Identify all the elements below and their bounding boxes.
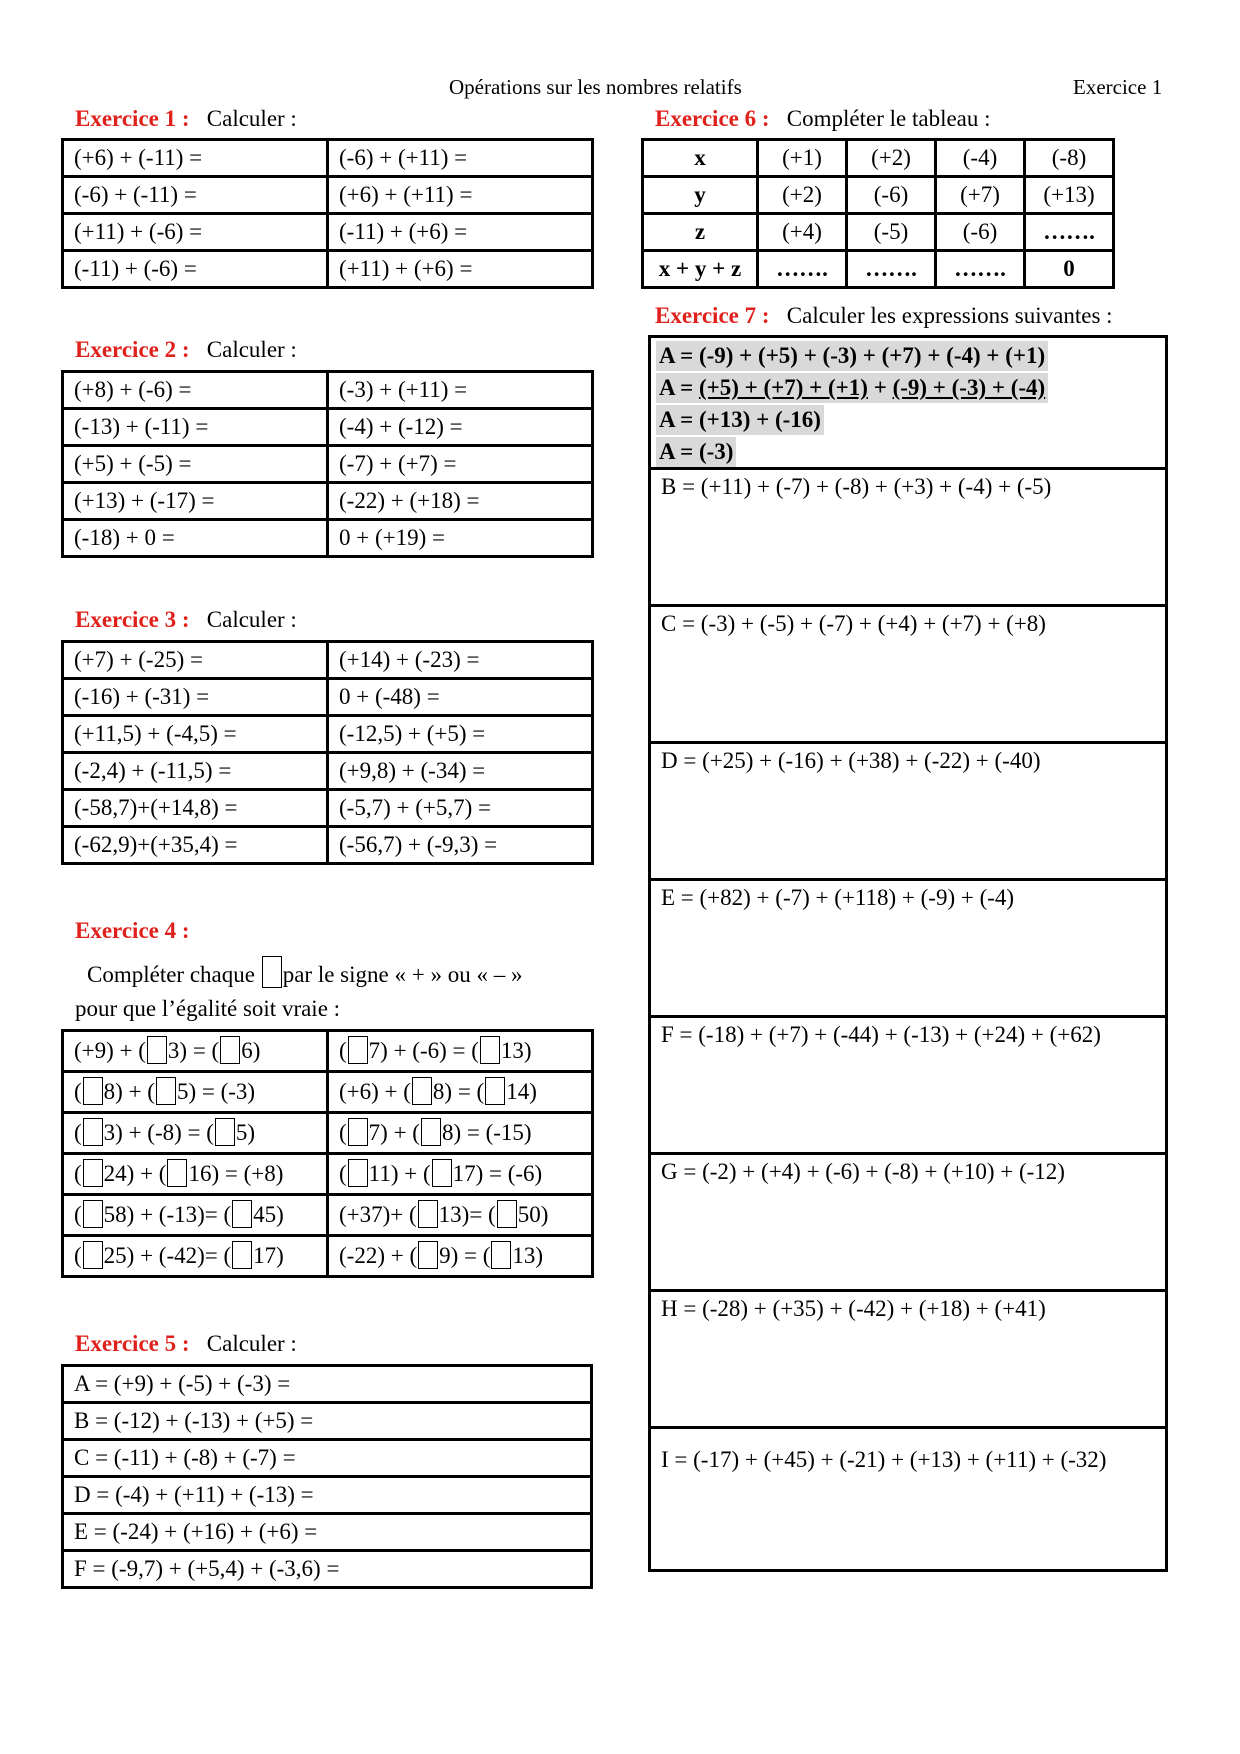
ex6-table bbox=[641, 138, 1115, 289]
value-cell: (+1) bbox=[758, 140, 847, 177]
value-cell: (+7) bbox=[936, 177, 1025, 214]
ex4-instruction-1 bbox=[87, 956, 522, 988]
table-row bbox=[63, 1072, 593, 1113]
expression-cell: (-6) + (+11) = bbox=[328, 140, 593, 177]
example-line-3: A = (+13) + (-16) bbox=[656, 405, 824, 435]
equation-part: ( bbox=[74, 1120, 82, 1145]
ex1-label: Exercice 1 : bbox=[75, 106, 190, 131]
expression-cell: (-2,4) + (-11,5) = bbox=[63, 753, 328, 790]
expression-cell: (+5) + (-5) = bbox=[63, 446, 328, 483]
sign-box bbox=[418, 1241, 438, 1269]
equation-cell bbox=[328, 1236, 593, 1277]
example-line-1: A = (-9) + (+5) + (-3) + (+7) + (-4) + (+1) bbox=[656, 341, 1048, 371]
expression-cell: (-11) + (+6) = bbox=[328, 214, 593, 251]
sign-box bbox=[348, 1159, 368, 1187]
value-cell: (+4) bbox=[758, 214, 847, 251]
sign-box bbox=[147, 1036, 167, 1064]
equation-part: 24) + ( bbox=[103, 1161, 167, 1186]
ex2-instruction: Calculer : bbox=[206, 337, 297, 362]
equation-part: ( bbox=[74, 1243, 82, 1268]
ex6-instruction: Compléter le tableau : bbox=[786, 106, 991, 131]
table-row bbox=[63, 679, 593, 716]
equation-part: 58) + (-13)= ( bbox=[103, 1202, 232, 1227]
value-cell: (-6) bbox=[847, 177, 936, 214]
table-row bbox=[63, 409, 593, 446]
expression-cell: (-5,7) + (+5,7) = bbox=[328, 790, 593, 827]
value-cell: (-4) bbox=[936, 140, 1025, 177]
ex6-body bbox=[643, 140, 1114, 288]
sign-box bbox=[83, 1159, 103, 1187]
ex4-table bbox=[61, 1029, 594, 1278]
ex4-heading bbox=[75, 918, 190, 944]
sign-box bbox=[432, 1159, 452, 1187]
equation-part: 25) + (-42)= ( bbox=[103, 1243, 232, 1268]
expression-cell: B = (-12) + (-13) + (+5) = bbox=[63, 1403, 592, 1440]
sign-box bbox=[497, 1200, 517, 1228]
expression-cell: (-56,7) + (-9,3) = bbox=[328, 827, 593, 864]
table-row bbox=[63, 642, 593, 679]
equation-part: ( bbox=[339, 1161, 347, 1186]
sign-box bbox=[83, 1118, 103, 1146]
value-cell: (+13) bbox=[1025, 177, 1114, 214]
ex1-instruction: Calculer : bbox=[206, 106, 297, 131]
expression-cell: (-11) + (-6) = bbox=[63, 251, 328, 288]
equation-part: 8) = ( bbox=[432, 1079, 485, 1104]
equation-cell bbox=[328, 1113, 593, 1154]
ex7-label: Exercice 7 : bbox=[655, 303, 770, 328]
table-row bbox=[63, 790, 593, 827]
equation-part: 7) + (-6) = ( bbox=[368, 1038, 479, 1063]
table-row bbox=[63, 753, 593, 790]
equation-part: 9) = ( bbox=[439, 1243, 491, 1268]
expression-cell: (-3) + (+11) = bbox=[328, 372, 593, 409]
equation-part: 5) bbox=[235, 1120, 256, 1145]
table-row bbox=[63, 1514, 592, 1551]
value-cell: (+2) bbox=[847, 140, 936, 177]
equation-cell bbox=[328, 1072, 593, 1113]
table-row bbox=[63, 1195, 593, 1236]
equation-part: 50) bbox=[517, 1202, 549, 1227]
sign-box bbox=[232, 1241, 252, 1269]
example-group-negative: (-9) + (-3) + (-4) bbox=[892, 375, 1046, 400]
expression-cell: 0 + (+19) = bbox=[328, 520, 593, 557]
expression-cell: (+6) + (+11) = bbox=[328, 177, 593, 214]
table-row bbox=[63, 483, 593, 520]
expression-cell: (+9,8) + (-34) = bbox=[328, 753, 593, 790]
expression-cell: C = (-3) + (-5) + (-7) + (+4) + (+7) + (+8) bbox=[651, 607, 1165, 744]
equation-part: ( bbox=[339, 1120, 347, 1145]
sign-box bbox=[348, 1036, 368, 1064]
table-row bbox=[63, 1031, 593, 1072]
expression-cell: F = (-18) + (+7) + (-44) + (-13) + (+24) + (+62) bbox=[651, 1018, 1165, 1155]
equation-part: ( bbox=[339, 1038, 347, 1063]
sign-box bbox=[232, 1200, 252, 1228]
table-row bbox=[63, 1551, 592, 1588]
equation-cell bbox=[63, 1195, 328, 1236]
expression-cell: (-4) + (-12) = bbox=[328, 409, 593, 446]
table-row bbox=[63, 372, 593, 409]
expression-cell: (-62,9)+(+35,4) = bbox=[63, 827, 328, 864]
table-row bbox=[643, 177, 1114, 214]
ex7-grid bbox=[648, 335, 1168, 1572]
ex6-heading bbox=[655, 106, 991, 132]
expression-cell: (+6) + (-11) = bbox=[63, 140, 328, 177]
sign-box bbox=[83, 1077, 103, 1105]
expression-cell: (-7) + (+7) = bbox=[328, 446, 593, 483]
sign-box bbox=[348, 1118, 368, 1146]
answer-box bbox=[262, 956, 282, 988]
table-row bbox=[643, 251, 1114, 288]
value-cell: ……. bbox=[758, 251, 847, 288]
equation-part: 6) bbox=[241, 1038, 261, 1063]
expression-cell: (+8) + (-6) = bbox=[63, 372, 328, 409]
sign-box bbox=[167, 1159, 187, 1187]
ex2-heading bbox=[75, 337, 297, 363]
expression-cell: D = (-4) + (+11) + (-13) = bbox=[63, 1477, 592, 1514]
row-header: x + y + z bbox=[643, 251, 758, 288]
ex4-instr1b: par le signe « + » ou « – » bbox=[282, 962, 523, 987]
equation-part: 8) = (-15) bbox=[441, 1120, 532, 1145]
expression-cell: (-16) + (-31) = bbox=[63, 679, 328, 716]
equation-part: 3) = ( bbox=[167, 1038, 220, 1063]
example-line-4: A = (-3) bbox=[656, 437, 736, 467]
value-cell: (-5) bbox=[847, 214, 936, 251]
ex1-table bbox=[61, 138, 594, 289]
table-row bbox=[63, 1477, 592, 1514]
equation-part: ( bbox=[74, 1202, 82, 1227]
equation-part: 45) bbox=[253, 1202, 284, 1227]
expression-cell: 0 + (-48) = bbox=[328, 679, 593, 716]
equation-part: 3) + (-8) = ( bbox=[103, 1120, 214, 1145]
expression-cell: (+11,5) + (-4,5) = bbox=[63, 716, 328, 753]
ex2-label: Exercice 2 : bbox=[75, 337, 190, 362]
equation-part: (-22) + ( bbox=[339, 1243, 418, 1268]
equation-cell bbox=[63, 1031, 328, 1072]
ex3-table bbox=[61, 640, 594, 865]
ex7-instruction: Calculer les expressions suivantes : bbox=[786, 303, 1113, 328]
ex5-heading bbox=[75, 1331, 297, 1357]
equation-cell bbox=[63, 1113, 328, 1154]
equation-cell bbox=[328, 1154, 593, 1195]
expression-cell: (-58,7)+(+14,8) = bbox=[63, 790, 328, 827]
table-row bbox=[643, 140, 1114, 177]
expression-cell: (-22) + (+18) = bbox=[328, 483, 593, 520]
example-line-2-prefix: A = bbox=[659, 375, 699, 400]
expression-cell: (+7) + (-25) = bbox=[63, 642, 328, 679]
sign-box bbox=[480, 1036, 500, 1064]
equation-part: ( bbox=[74, 1161, 82, 1186]
sign-box bbox=[412, 1077, 432, 1105]
equation-part: ( bbox=[74, 1079, 82, 1104]
ex1-heading bbox=[75, 106, 297, 132]
sign-box bbox=[491, 1241, 511, 1269]
equation-part: (+9) + ( bbox=[74, 1038, 146, 1063]
page-label: Exercice 1 bbox=[1073, 75, 1163, 99]
ex4-instruction-2: pour que l’égalité soit vraie : bbox=[75, 996, 341, 1021]
value-cell: (-8) bbox=[1025, 140, 1114, 177]
sign-box bbox=[215, 1118, 235, 1146]
table-row bbox=[63, 1366, 592, 1403]
expression-cell: A = (+9) + (-5) + (-3) = bbox=[63, 1366, 592, 1403]
table-row bbox=[63, 140, 593, 177]
ex4-label: Exercice 4 : bbox=[75, 918, 190, 943]
equation-part: 8) + ( bbox=[103, 1079, 155, 1104]
expression-cell: (+11) + (+6) = bbox=[328, 251, 593, 288]
sign-box bbox=[220, 1036, 240, 1064]
expression-cell: (+11) + (-6) = bbox=[63, 214, 328, 251]
ex2-table bbox=[61, 370, 594, 558]
value-cell: ……. bbox=[936, 251, 1025, 288]
row-header: z bbox=[643, 214, 758, 251]
expression-cell: (-18) + 0 = bbox=[63, 520, 328, 557]
ex4-instr1a: Compléter chaque bbox=[87, 962, 255, 987]
ex3-body bbox=[63, 642, 593, 864]
value-cell: ……. bbox=[847, 251, 936, 288]
value-cell: ……. bbox=[1025, 214, 1114, 251]
equation-cell bbox=[63, 1236, 328, 1277]
expression-cell: (-6) + (-11) = bbox=[63, 177, 328, 214]
table-row bbox=[63, 716, 593, 753]
equation-part: 13)= ( bbox=[438, 1202, 496, 1227]
equation-part: 5) = (-3) bbox=[176, 1079, 256, 1104]
table-row bbox=[63, 1113, 593, 1154]
value-cell: (-6) bbox=[936, 214, 1025, 251]
ex6-label: Exercice 6 : bbox=[655, 106, 770, 131]
expression-cell: (-12,5) + (+5) = bbox=[328, 716, 593, 753]
sign-box bbox=[421, 1118, 441, 1146]
example-group-positive: (+5) + (+7) + (+1) bbox=[698, 375, 868, 400]
equation-part: 17) = (-6) bbox=[452, 1161, 543, 1186]
expression-cell: G = (-2) + (+4) + (-6) + (-8) + (+10) + (-12) bbox=[651, 1155, 1165, 1292]
table-row bbox=[63, 1236, 593, 1277]
equation-cell bbox=[63, 1072, 328, 1113]
row-header: y bbox=[643, 177, 758, 214]
value-cell: 0 bbox=[1025, 251, 1114, 288]
expression-cell: H = (-28) + (+35) + (-42) + (+18) + (+41) bbox=[651, 1292, 1165, 1429]
table-row bbox=[63, 827, 593, 864]
page-title: Opérations sur les nombres relatifs bbox=[449, 75, 742, 99]
expression-cell: B = (+11) + (-7) + (-8) + (+3) + (-4) + (-5) bbox=[651, 470, 1165, 607]
sign-box bbox=[156, 1077, 176, 1105]
example-line-2-plus: + bbox=[867, 375, 893, 400]
ex3-label: Exercice 3 : bbox=[75, 607, 190, 632]
table-row bbox=[643, 214, 1114, 251]
equation-part: 11) + ( bbox=[368, 1161, 431, 1186]
sign-box bbox=[485, 1077, 505, 1105]
ex7-expressions bbox=[651, 470, 1165, 1569]
ex5-label: Exercice 5 : bbox=[75, 1331, 190, 1356]
sign-box bbox=[83, 1200, 103, 1228]
table-row bbox=[63, 251, 593, 288]
row-header: x bbox=[643, 140, 758, 177]
equation-cell bbox=[63, 1154, 328, 1195]
expression-cell: C = (-11) + (-8) + (-7) = bbox=[63, 1440, 592, 1477]
expression-cell: E = (-24) + (+16) + (+6) = bbox=[63, 1514, 592, 1551]
equation-cell bbox=[328, 1195, 593, 1236]
ex5-instruction: Calculer : bbox=[206, 1331, 297, 1356]
sign-box bbox=[418, 1200, 438, 1228]
equation-part: 13) bbox=[500, 1038, 532, 1063]
expression-cell: E = (+82) + (-7) + (+118) + (-9) + (-4) bbox=[651, 881, 1165, 1018]
expression-cell: (-13) + (-11) = bbox=[63, 409, 328, 446]
equation-part: (+37)+ ( bbox=[339, 1202, 417, 1227]
example-line-2 bbox=[656, 373, 1048, 403]
ex1-body bbox=[63, 140, 593, 288]
value-cell: (+2) bbox=[758, 177, 847, 214]
table-row bbox=[63, 1154, 593, 1195]
table-row bbox=[63, 1440, 592, 1477]
ex3-heading bbox=[75, 607, 297, 633]
ex7-example bbox=[651, 338, 1165, 470]
ex5-body bbox=[63, 1366, 592, 1588]
equation-cell bbox=[328, 1031, 593, 1072]
table-row bbox=[63, 1403, 592, 1440]
table-row bbox=[63, 446, 593, 483]
ex3-instruction: Calculer : bbox=[206, 607, 297, 632]
expression-cell: (+13) + (-17) = bbox=[63, 483, 328, 520]
equation-part: 14) bbox=[506, 1079, 537, 1104]
table-row bbox=[63, 177, 593, 214]
expression-cell: D = (+25) + (-16) + (+38) + (-22) + (-40) bbox=[651, 744, 1165, 881]
ex7-heading bbox=[655, 303, 1113, 329]
equation-part: (+6) + ( bbox=[339, 1079, 411, 1104]
sign-box bbox=[83, 1241, 103, 1269]
expression-cell: F = (-9,7) + (+5,4) + (-3,6) = bbox=[63, 1551, 592, 1588]
table-row bbox=[63, 214, 593, 251]
table-row bbox=[63, 520, 593, 557]
ex5-table bbox=[61, 1364, 593, 1589]
ex4-body bbox=[63, 1031, 593, 1277]
equation-part: 13) bbox=[512, 1243, 544, 1268]
expression-cell: (+14) + (-23) = bbox=[328, 642, 593, 679]
ex2-body bbox=[63, 372, 593, 557]
expression-cell: I = (-17) + (+45) + (-21) + (+13) + (+11) + (-32) bbox=[661, 1447, 1107, 1472]
equation-part: 7) + ( bbox=[368, 1120, 420, 1145]
equation-part: 17) bbox=[253, 1243, 284, 1268]
equation-part: 16) = (+8) bbox=[188, 1161, 284, 1186]
